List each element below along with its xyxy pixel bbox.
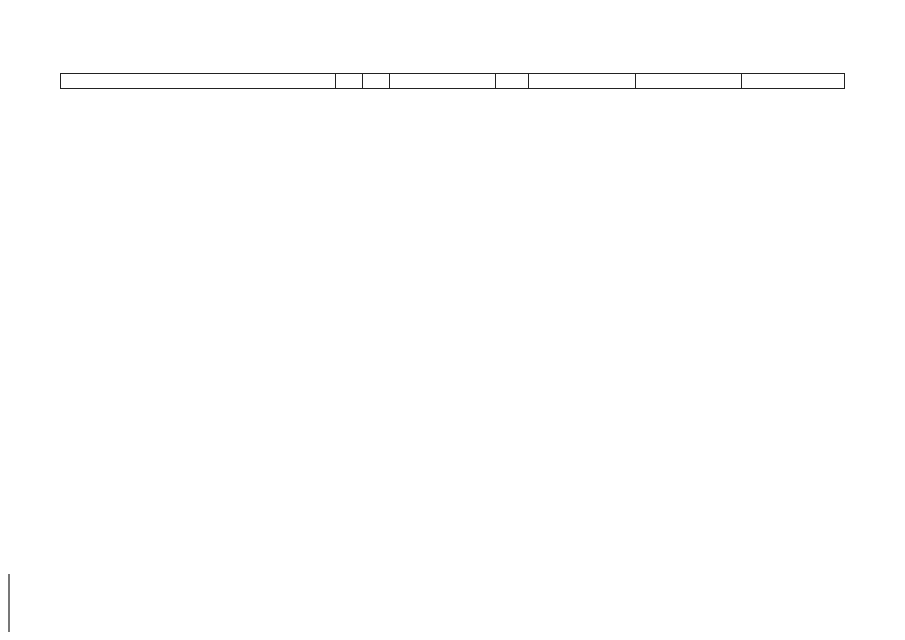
table-header (60, 73, 845, 89)
header-col-1 (61, 74, 336, 88)
header-col-5 (496, 74, 529, 88)
header-col-3 (363, 74, 390, 88)
header-col-4 (390, 74, 496, 88)
header-col-7 (636, 74, 742, 88)
header-col-6 (529, 74, 636, 88)
header-col-2 (336, 74, 363, 88)
binding-mark (8, 574, 10, 632)
header-col-8 (742, 74, 844, 88)
